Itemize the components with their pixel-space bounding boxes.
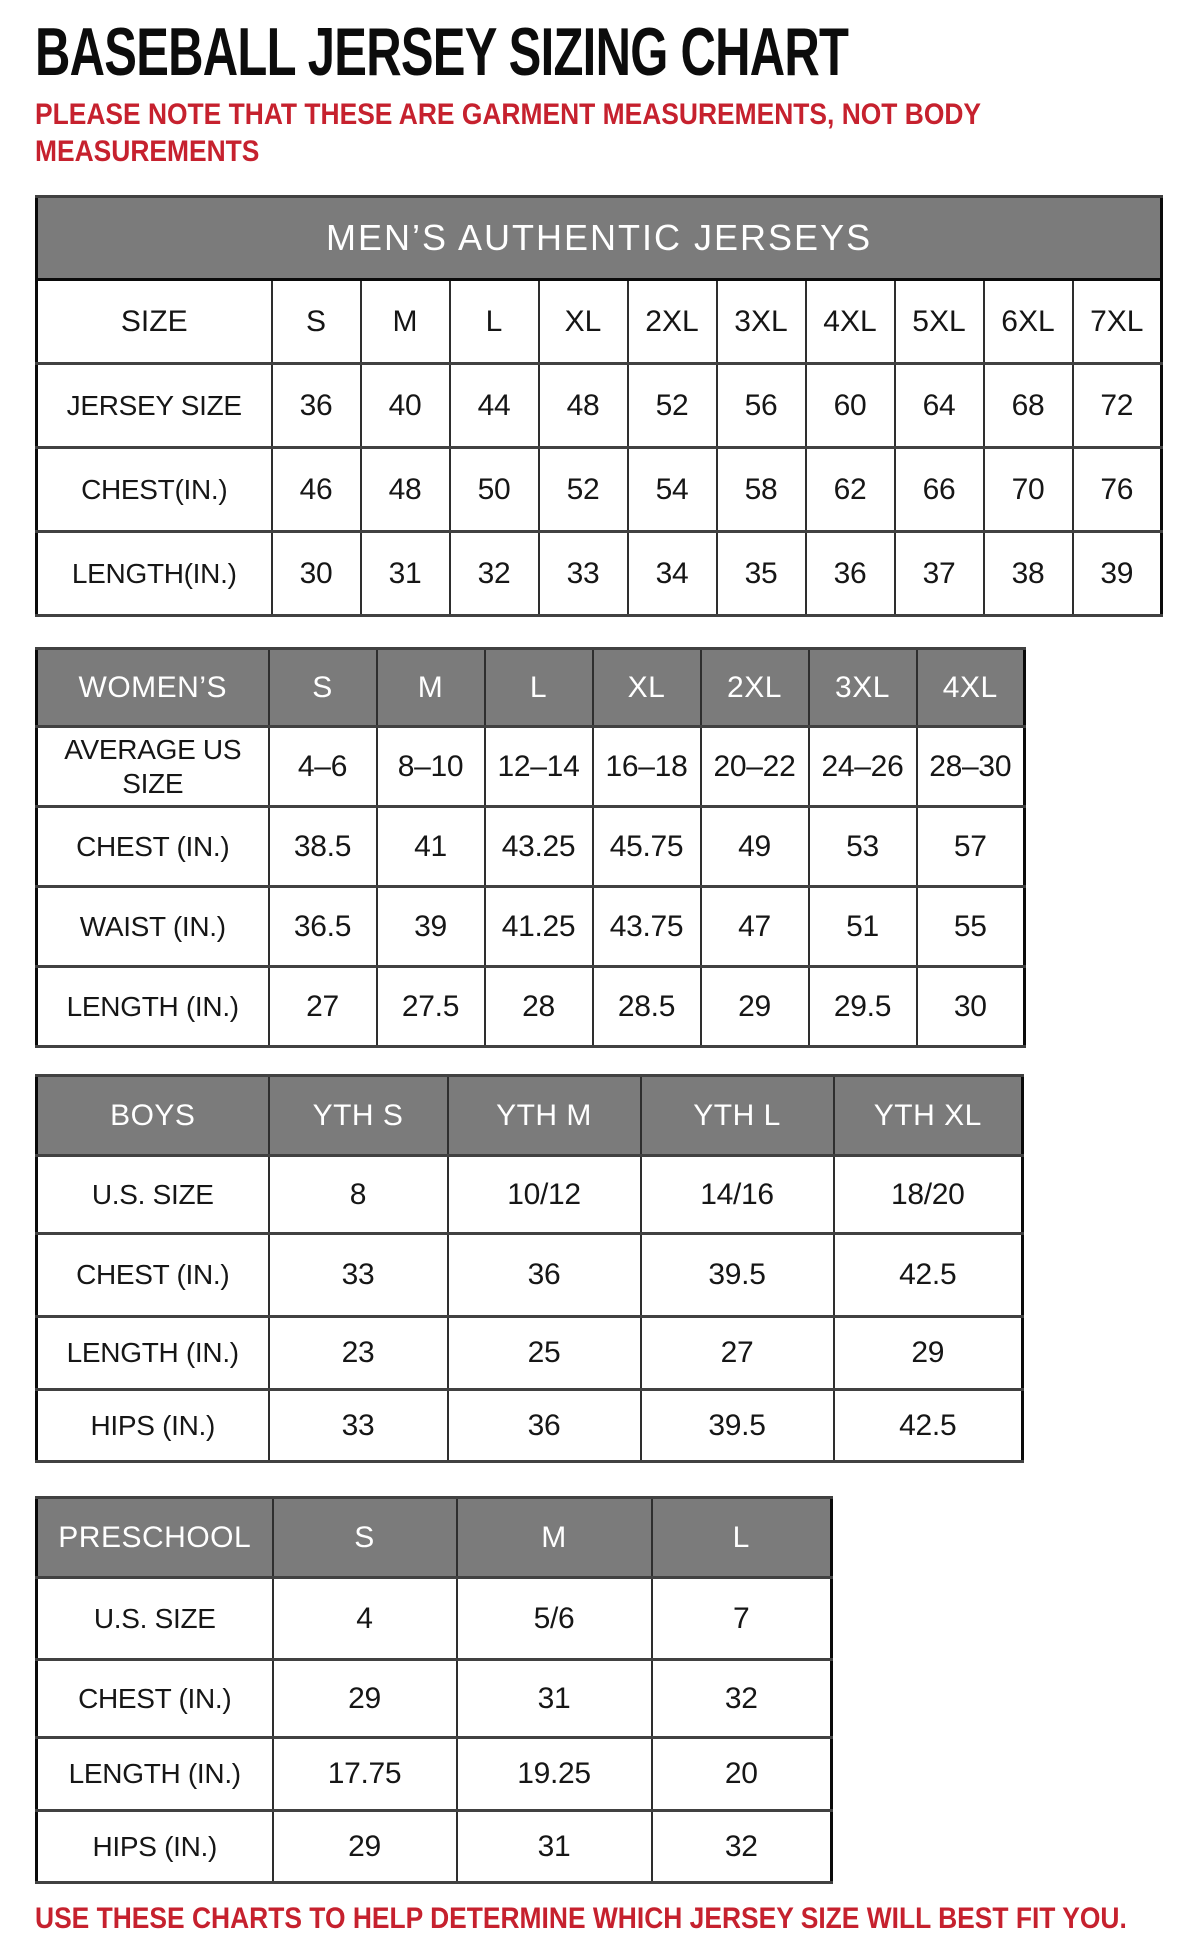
womens-size-value: 29 xyxy=(701,967,809,1047)
boys-size-value: 39.5 xyxy=(641,1390,834,1462)
mens-table-row xyxy=(37,448,1162,532)
womens-header-label: WOMEN’S xyxy=(37,649,269,727)
womens-size-value: 29.5 xyxy=(809,967,917,1047)
boys-column-header: YTH L xyxy=(641,1076,834,1156)
garment-measurements-note xyxy=(35,96,1200,170)
mens-size-value: 30 xyxy=(272,532,361,616)
mens-size-value: 52 xyxy=(628,364,717,448)
preschool-sizing-table xyxy=(35,1496,833,1884)
preschool-row-label: LENGTH (IN.) xyxy=(37,1738,273,1811)
mens-column-header: 6XL xyxy=(984,280,1073,364)
mens-size-value: 34 xyxy=(628,532,717,616)
boys-row-label: CHEST (IN.) xyxy=(37,1234,269,1317)
mens-size-value: 72 xyxy=(1073,364,1162,448)
womens-size-value: 41 xyxy=(377,807,485,887)
boys-size-value: 36 xyxy=(448,1390,641,1462)
mens-column-header: M xyxy=(361,280,450,364)
mens-table-banner: MEN’S AUTHENTIC JERSEYS xyxy=(37,197,1162,280)
boys-header-label: BOYS xyxy=(37,1076,269,1156)
mens-size-value: 54 xyxy=(628,448,717,532)
womens-table-row xyxy=(37,967,1025,1047)
preschool-row-label: HIPS (IN.) xyxy=(37,1811,273,1883)
mens-size-value: 36 xyxy=(806,532,895,616)
boys-sizing-table xyxy=(35,1074,1024,1463)
mens-size-value: 56 xyxy=(717,364,806,448)
womens-size-value: 41.25 xyxy=(485,887,593,967)
womens-size-value: 43.25 xyxy=(485,807,593,887)
mens-size-value: 76 xyxy=(1073,448,1162,532)
mens-table-row xyxy=(37,364,1162,448)
mens-size-value: 52 xyxy=(539,448,628,532)
mens-size-value: 58 xyxy=(717,448,806,532)
womens-column-header: 2XL xyxy=(701,649,809,727)
footer-advice xyxy=(35,1900,1200,1937)
boys-column-header: YTH XL xyxy=(834,1076,1023,1156)
mens-size-value: 31 xyxy=(361,532,450,616)
womens-size-value: 43.75 xyxy=(593,887,701,967)
boys-row-label: U.S. SIZE xyxy=(37,1156,269,1234)
mens-row-label: CHEST(IN.) xyxy=(37,448,272,532)
mens-size-value: 39 xyxy=(1073,532,1162,616)
womens-column-header: XL xyxy=(593,649,701,727)
mens-size-value: 48 xyxy=(539,364,628,448)
womens-size-value: 28–30 xyxy=(917,727,1025,807)
mens-column-header: 2XL xyxy=(628,280,717,364)
boys-size-value: 27 xyxy=(641,1317,834,1390)
preschool-column-header: M xyxy=(457,1498,652,1578)
preschool-row-label: U.S. SIZE xyxy=(37,1578,273,1660)
boys-size-value: 39.5 xyxy=(641,1234,834,1317)
mens-column-header: 3XL xyxy=(717,280,806,364)
mens-size-value: 66 xyxy=(895,448,984,532)
preschool-size-value: 31 xyxy=(457,1811,652,1883)
footer-advice-text: USE THESE CHARTS TO HELP DETERMINE WHICH JERSEY SIZE WILL BEST FIT YOU. xyxy=(35,1902,1127,1935)
mens-size-value: 46 xyxy=(272,448,361,532)
womens-size-value: 45.75 xyxy=(593,807,701,887)
womens-row-label: AVERAGE US SIZE xyxy=(37,727,269,807)
mens-row-label: LENGTH(IN.) xyxy=(37,532,272,616)
womens-size-value: 28.5 xyxy=(593,967,701,1047)
mens-size-value: 36 xyxy=(272,364,361,448)
mens-column-header: XL xyxy=(539,280,628,364)
preschool-size-value: 32 xyxy=(652,1811,832,1883)
preschool-table-row xyxy=(37,1738,832,1811)
womens-sizing-table xyxy=(35,647,1026,1048)
mens-size-value: 70 xyxy=(984,448,1073,532)
womens-column-header: 3XL xyxy=(809,649,917,727)
preschool-size-value: 4 xyxy=(273,1578,457,1660)
womens-size-value: 38.5 xyxy=(269,807,377,887)
womens-size-value: 28 xyxy=(485,967,593,1047)
boys-size-value: 18/20 xyxy=(834,1156,1023,1234)
mens-header-label: SIZE xyxy=(37,280,272,364)
boys-size-value: 8 xyxy=(269,1156,448,1234)
womens-size-value: 53 xyxy=(809,807,917,887)
womens-column-header: M xyxy=(377,649,485,727)
preschool-table-row xyxy=(37,1578,832,1660)
womens-size-value: 30 xyxy=(917,967,1025,1047)
boys-size-value: 23 xyxy=(269,1317,448,1390)
womens-size-value: 57 xyxy=(917,807,1025,887)
mens-size-value: 44 xyxy=(450,364,539,448)
mens-size-value: 50 xyxy=(450,448,539,532)
womens-table-row xyxy=(37,727,1025,807)
preschool-column-header: S xyxy=(273,1498,457,1578)
womens-table-row xyxy=(37,887,1025,967)
preschool-size-value: 17.75 xyxy=(273,1738,457,1811)
womens-size-value: 4–6 xyxy=(269,727,377,807)
boys-table-row xyxy=(37,1234,1023,1317)
preschool-row-label: CHEST (IN.) xyxy=(37,1660,273,1738)
preschool-size-value: 19.25 xyxy=(457,1738,652,1811)
womens-column-header: L xyxy=(485,649,593,727)
womens-size-value: 47 xyxy=(701,887,809,967)
mens-column-header: 7XL xyxy=(1073,280,1162,364)
mens-column-header: 4XL xyxy=(806,280,895,364)
boys-column-header: YTH S xyxy=(269,1076,448,1156)
womens-size-value: 49 xyxy=(701,807,809,887)
womens-row-label: CHEST (IN.) xyxy=(37,807,269,887)
preschool-size-value: 7 xyxy=(652,1578,832,1660)
mens-size-value: 60 xyxy=(806,364,895,448)
preschool-size-value: 20 xyxy=(652,1738,832,1811)
boys-table-row xyxy=(37,1317,1023,1390)
mens-size-value: 32 xyxy=(450,532,539,616)
preschool-table-row xyxy=(37,1811,832,1883)
mens-column-header: 5XL xyxy=(895,280,984,364)
preschool-header-label: PRESCHOOL xyxy=(37,1498,273,1578)
womens-size-value: 55 xyxy=(917,887,1025,967)
womens-row-label: WAIST (IN.) xyxy=(37,887,269,967)
boys-size-value: 33 xyxy=(269,1390,448,1462)
mens-table-row xyxy=(37,532,1162,616)
boys-size-value: 42.5 xyxy=(834,1390,1023,1462)
preschool-column-header: L xyxy=(652,1498,832,1578)
mens-size-value: 62 xyxy=(806,448,895,532)
womens-column-header: S xyxy=(269,649,377,727)
womens-table-row xyxy=(37,807,1025,887)
womens-row-label: LENGTH (IN.) xyxy=(37,967,269,1047)
boys-size-value: 10/12 xyxy=(448,1156,641,1234)
mens-size-value: 33 xyxy=(539,532,628,616)
boys-size-value: 25 xyxy=(448,1317,641,1390)
womens-size-value: 20–22 xyxy=(701,727,809,807)
mens-authentic-jerseys-table xyxy=(35,195,1163,617)
preschool-size-value: 5/6 xyxy=(457,1578,652,1660)
boys-size-value: 14/16 xyxy=(641,1156,834,1234)
womens-size-value: 36.5 xyxy=(269,887,377,967)
mens-size-value: 68 xyxy=(984,364,1073,448)
womens-size-value: 12–14 xyxy=(485,727,593,807)
womens-size-value: 16–18 xyxy=(593,727,701,807)
womens-size-value: 51 xyxy=(809,887,917,967)
boys-row-label: LENGTH (IN.) xyxy=(37,1317,269,1390)
note-line-2: MEASUREMENTS xyxy=(35,135,260,168)
womens-size-value: 8–10 xyxy=(377,727,485,807)
mens-column-header: S xyxy=(272,280,361,364)
mens-size-value: 37 xyxy=(895,532,984,616)
preschool-size-value: 29 xyxy=(273,1660,457,1738)
boys-column-header: YTH M xyxy=(448,1076,641,1156)
mens-column-header: L xyxy=(450,280,539,364)
womens-size-value: 24–26 xyxy=(809,727,917,807)
boys-size-value: 33 xyxy=(269,1234,448,1317)
mens-row-label: JERSEY SIZE xyxy=(37,364,272,448)
note-line-1: PLEASE NOTE THAT THESE ARE GARMENT MEASUREMENTS, NOT BODY xyxy=(35,98,982,131)
boys-row-label: HIPS (IN.) xyxy=(37,1390,269,1462)
preschool-size-value: 29 xyxy=(273,1811,457,1883)
boys-table-row xyxy=(37,1156,1023,1234)
mens-size-value: 38 xyxy=(984,532,1073,616)
womens-size-value: 39 xyxy=(377,887,485,967)
page-title xyxy=(35,14,1200,90)
womens-size-value: 27.5 xyxy=(377,967,485,1047)
mens-size-value: 48 xyxy=(361,448,450,532)
page-title-text: BASEBALL JERSEY SIZING CHART xyxy=(35,14,849,90)
preschool-size-value: 32 xyxy=(652,1660,832,1738)
boys-size-value: 42.5 xyxy=(834,1234,1023,1317)
womens-size-value: 27 xyxy=(269,967,377,1047)
preschool-size-value: 31 xyxy=(457,1660,652,1738)
boys-size-value: 29 xyxy=(834,1317,1023,1390)
preschool-table-row xyxy=(37,1660,832,1738)
mens-size-value: 40 xyxy=(361,364,450,448)
mens-size-value: 35 xyxy=(717,532,806,616)
boys-size-value: 36 xyxy=(448,1234,641,1317)
boys-table-row xyxy=(37,1390,1023,1462)
mens-size-value: 64 xyxy=(895,364,984,448)
womens-column-header: 4XL xyxy=(917,649,1025,727)
